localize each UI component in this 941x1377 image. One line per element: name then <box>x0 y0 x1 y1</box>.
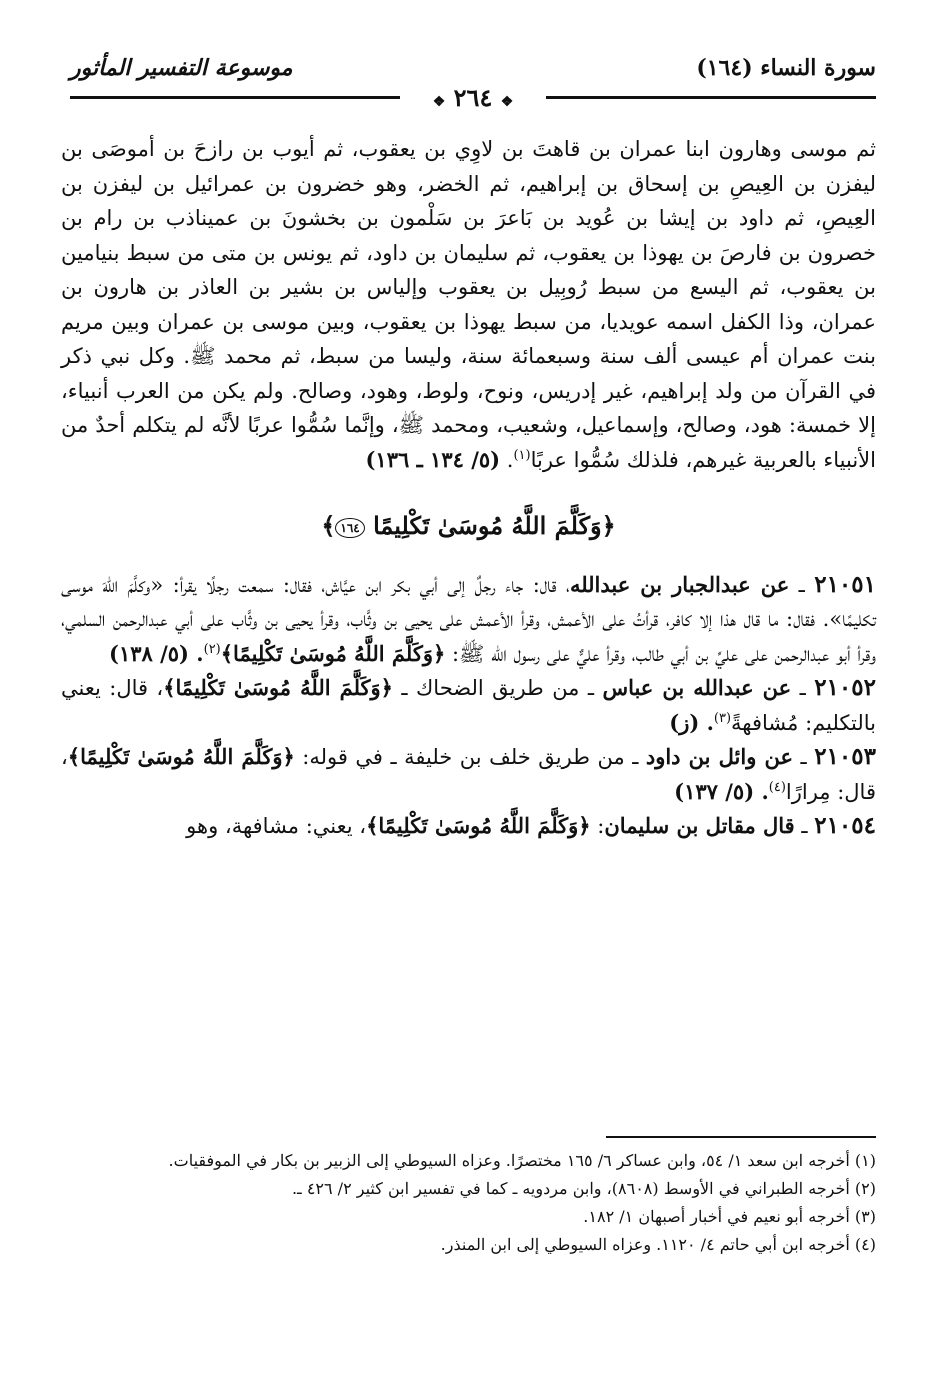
footnote: (١) أخرجه ابن سعد ١/ ٥٤، وابن عساكر ٦/ ١٦٥ مختصرًا. وعزاه السيوطي إلى الزبير بن بكار في الموفقيات. <box>168 1151 876 1170</box>
hadith-text: : <box>590 814 605 838</box>
footnote-marker: (١) <box>513 447 531 463</box>
hadith-number: ٢١٠٥٣ <box>814 743 876 770</box>
hadith-number: ٢١٠٥٤ <box>814 812 876 839</box>
hadith-entry: ٢١٠٥١ ـ عن عبدالجبار بن عبدالله، قال: جاء رجلٌ إلى أبي بكر ابن عيَّاش، فقال: سمعت رجلًا يقرأ: «وكلَّمَ اللهَ موسى تكليمًا». فقال: ما قال هذا إلا كافر، قرأتُ على الأعمش، وقرأ الأعمش على يحيى بن وثَّاب، وقرأ يحيى بن وثَّاب على أبي عبدالرحمن السلمي، وقرأ أبو عبدالرحمن على عليِّ بن أبي طالب، وقرأ عليٌّ على رسول الله ﷺ: ﴿وَكَلَّمَ اللَّهُ مُوسَىٰ تَكْلِيمًا﴾$^{(٢)}$. (٥/ ١٣٨) <box>61 570 876 666</box>
source-ref: . (٥/ ١٣٧) <box>674 778 769 804</box>
verse-text: ﴿وَكَلَّمَ اللَّهُ مُوسَىٰ تَكْلِيمًا <box>373 511 616 540</box>
footnote: (٣) أخرجه أبو نعيم في أخبار أصبهان ١/ ١٨٢. <box>583 1207 876 1226</box>
source-ref: (٥/ ١٣٤ ـ ١٣٦) <box>365 446 501 472</box>
quran-quote: ﴿وَكَلَّمَ اللَّهُ مُوسَىٰ تَكْلِيمًا﴾ <box>67 744 295 769</box>
book-title: موسوعة التفسير المأثور <box>70 55 293 81</box>
running-header <box>70 55 876 112</box>
footnote: (٤) أخرجه ابن أبي حاتم ٤/ ١١٢٠. وعزاه السيوطي إلى ابن المنذر. <box>440 1235 876 1254</box>
hadith-text-cont: ، قال: يعني بالتكليم: مُشافهةً <box>61 676 876 735</box>
ayah-number-badge: ١٦٤ <box>335 518 364 538</box>
source-ref: . (٥/ ١٣٨) <box>109 640 204 666</box>
footnotes <box>61 1148 876 1260</box>
hadith-narrator: قال مقاتل بن سليمان <box>604 813 795 838</box>
header-rule-left <box>70 96 400 99</box>
hadith-entry: ٢١٠٥٤ ـ قال مقاتل بن سليمان: ﴿وَكَلَّمَ اللَّهُ مُوسَىٰ تَكْلِيمًا﴾، يعني: مشافهة، وهو <box>186 812 876 839</box>
quran-quote: ﴿وَكَلَّمَ اللَّهُ مُوسَىٰ تَكْلِيمًا﴾ <box>220 640 446 666</box>
intro-paragraph: ثم موسى وهارون ابنا عمران بن قاهتَ بن لاوِي بن يعقوب، ثم أيوب بن رازحَ بن أموصَى بن ليفزن بن العِيصِ بن إسحاق بن إبراهيم، ثم الخضر، وهو خضرون بن عمرائيل بن ليفزن بن العِيصِ، ثم داود بن إيشا بن عُويد بن بَاعرَ بن سَلْمون بن بخشونَ بن عميناذب بن رام بن خصرون بن فارصَ بن يهوذا بن يعقوب، ثم سليمان بن داود، ثم يونس بن متى من سبط بنيامين بن يعقوب، ثم اليسع من سبط رُوبِيل بن يعقوب وإلياس بن بشير بن العاذر بن هارون بن عمران، وذا الكفل اسمه عويديا، من سبط يهوذا بن يعقوب، وبين موسى بن عمران وبين مريم بنت عمران أم عيسى ألف سنة وسبعمائة سنة، وليسا من سبط، ثم محمد ﷺ. وكل نبي ذكر في القرآن من ولد إبراهيم، غير إدريس، ونوح، ولوط، وهود، وصالح. ولم يكن من العرب أنبياء، إلا خمسة: هود، وصالح، وإسماعيل، وشعيب، ومحمد ﷺ، وإنَّما سُمُّوا عربًا لأنَّه لم يتكلم أحدٌ من الأنبياء بالعربية غيرهم، فلذلك سُمُّوا عربًا$^{(١)}$. (٥/ ١٣٤ ـ ١٣٦) <box>61 137 876 472</box>
footnote-marker: (٢) <box>203 641 221 657</box>
hadith-text-cont: ، يعني: مشافهة، وهو <box>186 814 367 838</box>
hadith-text-cont: ، قال: مِرارًا <box>61 745 876 804</box>
ornament-icon: ❖ <box>432 94 446 110</box>
hadith-number: ٢١٠٥٢ <box>814 674 876 701</box>
hadith-narrator: عن عبدالله بن عباس <box>602 675 792 700</box>
hadith-entry: ٢١٠٥٢ ـ عن عبدالله بن عباس ـ من طريق الضحاك ـ ﴿وَكَلَّمَ اللَّهُ مُوسَىٰ تَكْلِيمًا﴾، قال: يعني بالتكليم: مُشافهةً$^{(٣)}$. (ز) <box>61 674 876 735</box>
footnote: (٢) أخرجه الطبراني في الأوسط (٨٦٠٨)، وابن مردويه ـ كما في تفسير ابن كثير ٢/ ٤٢٦ ـ. <box>291 1179 876 1198</box>
hadith-entry: ٢١٠٥٣ ـ عن وائل بن داود ـ من طريق خلف بن خليفة ـ في قوله: ﴿وَكَلَّمَ اللَّهُ مُوسَىٰ تَكْلِيمًا﴾، قال: مِرارًا$^{(٤)}$. (٥/ ١٣٧) <box>61 743 876 804</box>
verse-heading <box>61 509 876 544</box>
hadith-number: ٢١٠٥١ <box>814 570 876 598</box>
footnote-marker: (٤) <box>768 779 786 795</box>
main-text <box>61 132 876 844</box>
hadith-narrator: عن عبدالجبار بن عبدالله <box>569 571 790 597</box>
verse-close: ﴾ <box>321 511 336 540</box>
quran-quote: ﴿وَكَلَّمَ اللَّهُ مُوسَىٰ تَكْلِيمًا﴾ <box>163 675 393 700</box>
page-number: ٢٦٤ <box>453 83 493 112</box>
surah-title: سورة النساء (١٦٤) <box>696 55 876 81</box>
footnote-separator <box>606 1136 876 1138</box>
hadith-text: ، قال: جاء رجلٌ إلى أبي بكر ابن عيَّاش، فقال: سمعت رجلًا يقرأ: «وكلَّمَ اللهَ موسى تكليمًا». فقال: ما قال هذا إلا كافر، قرأتُ على الأعمش، وقرأ الأعمش على يحيى بن وثَّاب، وقرأ يحيى بن وثَّاب على أبي عبدالرحمن السلمي، وقرأ أبو عبدالرحمن على عليِّ بن أبي طالب، وقرأ عليٌّ على رسول الله ﷺ: <box>61 572 876 666</box>
footnote-marker: (٣) <box>713 710 732 726</box>
header-rule-right <box>546 96 876 99</box>
intro-text: ثم موسى وهارون ابنا عمران بن قاهتَ بن لاوِي بن يعقوب، ثم أيوب بن رازحَ بن أموصَى بن ليفزن بن العِيصِ بن إسحاق بن إبراهيم، ثم الخضر، وهو خضرون بن عمرائيل بن ليفزن بن العِيصِ، ثم داود بن إيشا بن عُويد بن بَاعرَ بن سَلْمون بن بخشونَ بن عميناذب بن رام بن خصرون بن فارصَ بن يهوذا بن يعقوب، ثم سليمان بن داود، ثم يونس بن متى من سبط بنيامين بن يعقوب، ثم اليسع من سبط رُوبِيل بن يعقوب وإلياس بن بشير بن العاذر بن هارون بن عمران، وذا الكفل اسمه عويديا، من سبط يهوذا بن يعقوب، وبين موسى بن عمران وبين مريم بنت عمران أم عيسى ألف سنة وسبعمائة سنة، وليسا من سبط، ثم محمد ﷺ. وكل نبي ذكر في القرآن من ولد إبراهيم، غير إدريس، ونوح، ولوط، وهود، وصالح. ولم يكن من العرب أنبياء، إلا خمسة: هود، وصالح، وإسماعيل، وشعيب، ومحمد ﷺ، وإنَّما سُمُّوا عربًا لأنَّه لم يتكلم أحدٌ من الأنبياء بالعربية غيرهم، فلذلك سُمُّوا عربًا <box>61 137 876 472</box>
hadith-text: ـ من طريق الضحاك ـ <box>392 676 603 700</box>
ornament-icon: ❖ <box>500 94 514 110</box>
source-ref: . (ز) <box>669 709 714 735</box>
hadith-narrator: عن وائل بن داود <box>645 744 794 769</box>
hadith-text: ـ من طريق خلف بن خليفة ـ في قوله: <box>294 745 646 769</box>
page-number-block <box>421 83 526 112</box>
quran-quote: ﴿وَكَلَّمَ اللَّهُ مُوسَىٰ تَكْلِيمًا﴾ <box>366 813 591 838</box>
